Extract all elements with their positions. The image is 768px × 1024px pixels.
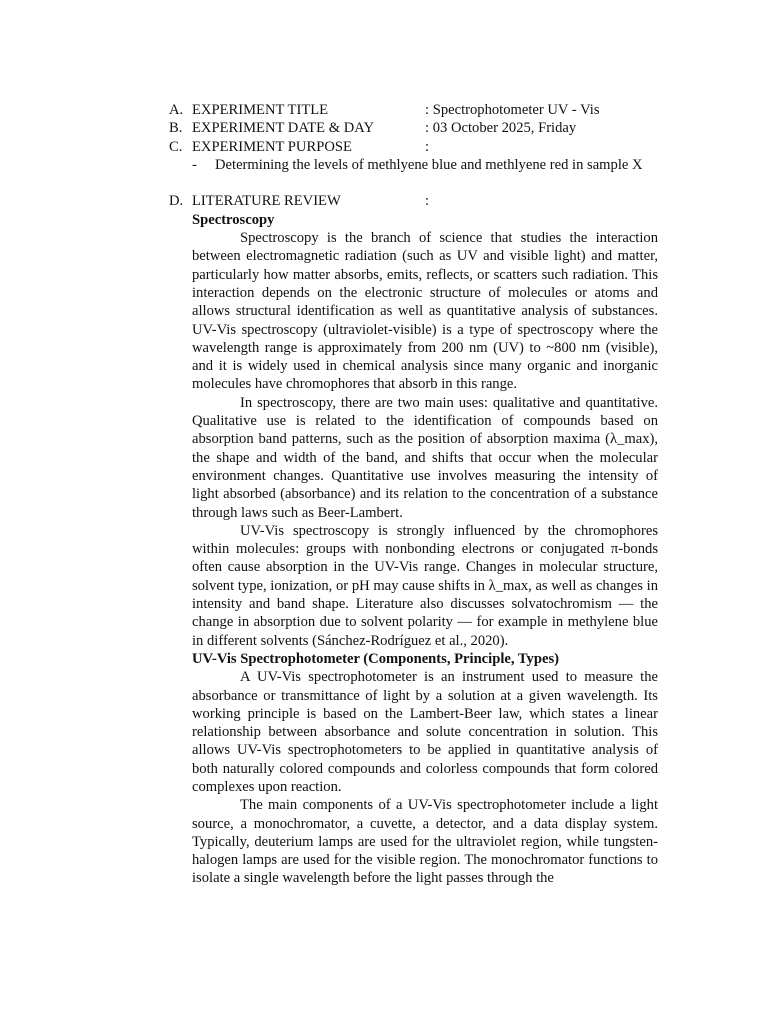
header-row-title bbox=[0, 101, 768, 119]
row-value: : 03 October 2025, Friday bbox=[425, 120, 577, 137]
bullet-dash: - bbox=[192, 156, 197, 173]
row-value: : bbox=[425, 138, 430, 155]
row-letter: B. bbox=[169, 120, 183, 137]
header-row-purpose bbox=[0, 138, 768, 156]
row-letter: D. bbox=[169, 193, 184, 210]
row-label: EXPERIMENT TITLE bbox=[192, 102, 329, 118]
paragraph: A UV-Vis spectrophotometer is an instrument used to measure the absorbance or transmittance of light by a solution at a given wavelength. Its working principle is based on the Lambert-Beer law, which states a linear relationship between absorbance and solute concentration in solution. This allows UV-Vis spectrophotometers to be applied in quantitative analysis of both naturally colored compounds and colorless compounds that form colored complexes upon reaction. bbox=[192, 669, 658, 795]
row-label: EXPERIMENT PURPOSE bbox=[192, 138, 352, 155]
document-body bbox=[0, 101, 768, 888]
paragraph: In spectroscopy, there are two main uses: qualitative and quantitative. Qualitative use is related to the identification of compounds based on absorption band patterns, such as the position of absorption maxima (λ_max), the shape and width of the band, and shifts that occur when the molecular environment changes. Quantitative use involves measuring the intensity of light absorbed (absorbance) and its relation to the concentration of a substance through laws such as Beer-Lambert. bbox=[192, 394, 658, 521]
subheading-spectroscopy: Spectroscopy bbox=[192, 211, 275, 228]
row-value: : Spectrophotometer UV - Vis bbox=[425, 102, 600, 118]
header-row-literature bbox=[0, 192, 768, 210]
row-letter: C. bbox=[169, 138, 183, 155]
paragraph: The main components of a UV-Vis spectrophotometer include a light source, a monochromator, a cuvette, a detector, and a data display system. Typically, deuterium lamps are used for the ultraviolet region, while tungsten-halogen lamps are used for the visible region. The monochromator functions to isolate a single wavelength before the light passes through the bbox=[192, 797, 658, 887]
paragraph: Spectroscopy is the branch of science that studies the interaction between electromagnetic radiation (such as UV and visible light) and matter, particularly how matter absorbs, emits, reflects, or scatters such radiation. This interaction depends on the electronic structure of molecules or atoms and allows structural identification as well as quantitative analysis of substances. UV-Vis spectroscopy (ultraviolet-visible) is a type of spectroscopy where the wavelength range is approximately from 200 nm (UV) to ~800 nm (visible), and it is widely used in chemical analysis since many organic and inorganic molecules have chromophores that absorb in this range. bbox=[192, 230, 658, 393]
row-value: : bbox=[425, 193, 430, 210]
spacer bbox=[0, 174, 768, 192]
purpose-text: Determining the levels of methlyene blue and methlyene red in sample X bbox=[215, 156, 643, 173]
purpose-list-item bbox=[192, 156, 681, 174]
row-letter: A. bbox=[169, 102, 184, 118]
row-label: LITERATURE REVIEW bbox=[192, 193, 341, 210]
subheading-uvvis-spectrophotometer: UV-Vis Spectrophotometer (Components, Principle, Types) bbox=[192, 650, 559, 667]
header-row-date bbox=[0, 119, 768, 137]
row-label: EXPERIMENT DATE & DAY bbox=[192, 120, 375, 137]
paragraph: UV-Vis spectroscopy is strongly influenced by the chromophores within molecules: groups with nonbonding electrons or conjugated π-bonds often cause absorption in the UV-Vis range. Changes in molecular structure, solvent type, ionization, or pH may cause shifts in λ_max, as well as changes in intensity and band shape. Literature also discusses solvatochromism — the change in absorption due to solvent polarity — for example in methylene blue in different solvents (Sánchez-Rodríguez et al., 2020). bbox=[192, 522, 658, 649]
